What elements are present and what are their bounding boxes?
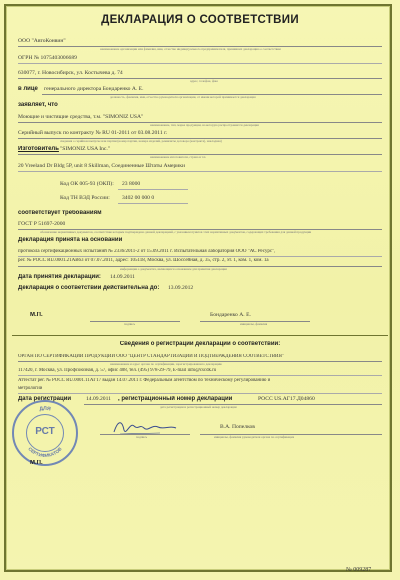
divider — [18, 393, 382, 394]
divider — [118, 189, 188, 190]
mp-label: М.П. — [30, 312, 43, 318]
divider — [18, 171, 382, 172]
product-name: Моющие и чистящие средства, т.м. "SIMONIZ USA" — [18, 114, 144, 120]
registration-heading: Сведения о регистрации декларации о соответствии: — [119, 341, 281, 347]
certification-stamp — [12, 400, 78, 466]
divider — [18, 63, 382, 64]
applicant-ogrn: ОГРН № 1075403006689 — [18, 55, 77, 61]
basis-line-1: протокола сертификационных испытаний № 2336/2011-2 от 15.09.2011 г. Испытательная лаборатория ООО "АС Ресурс", — [18, 249, 276, 254]
caption: информация о документах, являющихся основанием для принятия декларации — [120, 267, 227, 271]
caption: должность, фамилия, имя, отчество руководителя организации, от имени которой принимается декларация — [110, 95, 256, 99]
divider — [18, 375, 382, 376]
manufacturer-label: Изготовитель — [18, 146, 59, 152]
date-accepted-value: 14.09.2011 — [110, 274, 135, 280]
form-serial-number: № 009287 — [346, 567, 372, 573]
signature-caption: подпись — [136, 435, 148, 439]
divider — [18, 256, 382, 257]
caption: наименование, тип, марка продукции, на которую распространяется декларация — [150, 123, 259, 127]
valid-until-label: Декларация о соответствии действительна до: — [18, 285, 160, 291]
caption: обозначение нормативных документов, соответствие которым подтверждено данной декларацией, с указанием пунктов этих нормативных документов, содержащих требования для данной продукции — [40, 230, 312, 234]
serial-release: Серийный выпуск по контракту № RU 01-2011 от 03.08.2011 г. — [18, 130, 168, 136]
accreditation-line-2: метрологии — [18, 386, 43, 391]
basis-line-2: рег. № РОСС RU.0001.21АВ63 от 07.07.2011, адрес: 105118, Москва, ул. Шоссейная, д. 35, стр. 2, эт. 1, ком. 1, ком. 1а — [18, 258, 269, 263]
applicant-address: 630077, г. Новосибирск, ул. Костычева д. 74 — [18, 70, 123, 76]
signature-caption: подпись — [124, 322, 136, 326]
caption: сведения о серийном выпуске или партии (номер партии, номера изделий, реквизиты договора (контракта), накладная) — [60, 139, 222, 143]
divider — [118, 203, 188, 204]
date-accepted-label: Дата принятия декларации: — [18, 274, 101, 280]
caption: наименование изготовителя, страна и т.п. — [150, 155, 207, 159]
caption: дата регистрации и регистрационный номер декларации — [160, 405, 237, 409]
code-okp-label: Код ОК 005-93 (ОКП): — [60, 181, 114, 187]
reg-number-label: , регистрационный номер декларации — [118, 396, 233, 402]
manufacturer-value: "SIMONIZ USA Inc." — [60, 146, 111, 152]
registration-org: ОРГАН ПО СЕРТИФИКАЦИИ ПРОДУКЦИИ ООО "ЦЕНТР СТАНДАРТИЗАЦИИ И ПОДТВЕРЖДЕНИЯ СООТВЕТСТВИЯ" — [18, 354, 284, 359]
caption: наименование и адрес органа по сертификации, зарегистрировавшего декларацию — [110, 362, 223, 366]
in-person-value: генерального директора Бондаренко А. Е. — [44, 86, 144, 92]
applicant-company: ООО "АвтоКонвин" — [18, 38, 66, 44]
requirements-label: соответствует требованиям — [18, 210, 102, 216]
svg-text:ДЛЯ — [39, 406, 51, 413]
caption: адрес, телефон, факс — [190, 79, 219, 83]
registration-address: 117420, г. Москва, ул. Профсоюзная, д. 57, офис 408, тел. (495) 978-29-79, E-mail info@cscdk.ru — [18, 368, 217, 373]
code-tnved-value: 3402 00 000 0 — [122, 195, 155, 201]
requirements-value: ГОСТ Р 51697-2000 — [18, 221, 66, 227]
signer-name: Бондаренко А. Е. — [210, 312, 251, 318]
head-caption: инициалы, фамилия руководителя органа по сертификации — [214, 435, 295, 439]
declares-label: заявляет, что — [18, 102, 58, 108]
basis-label: Декларация принята на основании — [18, 237, 123, 243]
registration-mp: М.П. — [30, 460, 43, 466]
stamp-logo: РСТ — [35, 426, 55, 437]
reg-date-label: Дата регистрации — [18, 396, 72, 402]
valid-until-value: 13.09.2012 — [168, 285, 194, 291]
caption: наименование организации или фамилия, имя, отчество индивидуального предпринимателя, принявших декларацию о соответствии — [100, 47, 281, 51]
section-divider — [12, 335, 388, 336]
code-okp-value: 23 8000 — [122, 181, 141, 187]
stamp-top-text: ДЛЯ — [38, 405, 52, 413]
code-tnved-label: Код ТН ВЭД России: — [60, 195, 110, 201]
reg-number-value: РОСС US.АГ17.Д04860 — [258, 396, 315, 402]
stamp-mid-text: СЕРТИФИКАТОВ — [27, 446, 63, 459]
head-name: В.А. Попелков — [220, 424, 255, 430]
accreditation-line-1: Аттестат рег. № РОСС RU.0001.11АГ17 выдан 14.07.2011 г. Федеральным агентством по техническому регулированию и — [18, 378, 271, 383]
manufacturer-address: 20 Vreeland Dr Bldg 5P, unit 8 Skillman, Соединенные Штаты Америки — [18, 163, 186, 169]
in-person-label: в лице — [18, 86, 38, 92]
reg-date-value: 14.09.2011 — [86, 396, 111, 402]
document-title: ДЕКЛАРАЦИЯ О СООТВЕТСТВИИ — [101, 14, 299, 26]
name-caption: инициалы, фамилия — [240, 322, 268, 326]
